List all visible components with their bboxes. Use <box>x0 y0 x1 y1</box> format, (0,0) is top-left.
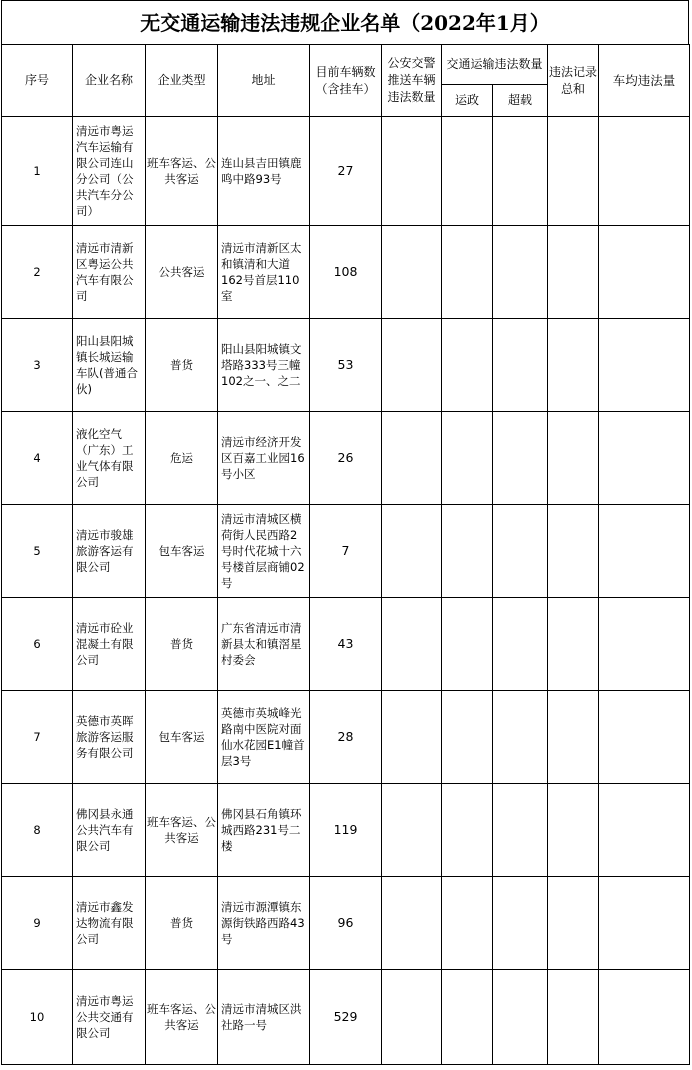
header-police: 公安交警推送车辆违法数量 <box>382 45 442 117</box>
cell-transport-sub1 <box>442 117 493 226</box>
cell-index: 7 <box>2 691 73 784</box>
cell-police <box>382 412 442 505</box>
cell-police <box>382 598 442 691</box>
cell-index: 10 <box>2 970 73 1065</box>
header-type: 企业类型 <box>146 45 218 117</box>
cell-type: 普货 <box>146 598 218 691</box>
cell-avg <box>599 319 690 412</box>
cell-vehicles: 53 <box>310 319 382 412</box>
cell-avg <box>599 598 690 691</box>
cell-name: 清远市砼业混凝土有限公司 <box>73 598 146 691</box>
cell-index: 2 <box>2 226 73 319</box>
page-title: 无交通运输违法违规企业名单（2022年1月） <box>1 0 689 44</box>
cell-index: 6 <box>2 598 73 691</box>
cell-police <box>382 319 442 412</box>
cell-name: 阳山县阳城镇长城运输车队(普通合伙) <box>73 319 146 412</box>
cell-transport-sub2 <box>493 598 548 691</box>
cell-type: 包车客运 <box>146 691 218 784</box>
cell-type: 班车客运、公共客运 <box>146 784 218 877</box>
cell-address: 清远市经济开发区百嘉工业园16号小区 <box>218 412 310 505</box>
cell-vehicles: 28 <box>310 691 382 784</box>
cell-vehicles: 529 <box>310 970 382 1065</box>
enterprise-table <box>1 44 690 1065</box>
table-row <box>2 117 690 226</box>
cell-transport-sub1 <box>442 877 493 970</box>
cell-index: 8 <box>2 784 73 877</box>
cell-transport-sub2 <box>493 117 548 226</box>
cell-transport-sub1 <box>442 412 493 505</box>
cell-address: 广东省清远市清新县太和镇滘星村委会 <box>218 598 310 691</box>
cell-total <box>548 412 599 505</box>
cell-transport-sub1 <box>442 970 493 1065</box>
cell-address: 清远市清新区太和镇清和大道162号首层110室 <box>218 226 310 319</box>
cell-avg <box>599 877 690 970</box>
header-address: 地址 <box>218 45 310 117</box>
cell-vehicles: 108 <box>310 226 382 319</box>
cell-total <box>548 877 599 970</box>
cell-transport-sub2 <box>493 970 548 1065</box>
cell-vehicles: 7 <box>310 505 382 598</box>
table-row <box>2 412 690 505</box>
cell-name: 清远市粤运汽车运输有限公司连山分公司（公共汽车分公司） <box>73 117 146 226</box>
cell-police <box>382 691 442 784</box>
cell-transport-sub1 <box>442 319 493 412</box>
cell-vehicles: 43 <box>310 598 382 691</box>
cell-name: 清远市鑫发达物流有限公司 <box>73 877 146 970</box>
cell-avg <box>599 505 690 598</box>
cell-vehicles: 27 <box>310 117 382 226</box>
cell-avg <box>599 117 690 226</box>
header-transport-sub2: 超载 <box>493 85 548 117</box>
cell-type: 班车客运、公共客运 <box>146 117 218 226</box>
cell-address: 佛冈县石角镇环城西路231号二楼 <box>218 784 310 877</box>
cell-address: 清远市源潭镇东源街铁路西路43号 <box>218 877 310 970</box>
cell-type: 普货 <box>146 319 218 412</box>
cell-total <box>548 319 599 412</box>
header-vehicles: 目前车辆数（含挂车） <box>310 45 382 117</box>
header-row <box>2 45 690 85</box>
cell-vehicles: 96 <box>310 877 382 970</box>
cell-transport-sub2 <box>493 505 548 598</box>
header-total: 违法记录总和 <box>548 45 599 117</box>
cell-total <box>548 598 599 691</box>
cell-total <box>548 970 599 1065</box>
cell-index: 5 <box>2 505 73 598</box>
cell-police <box>382 970 442 1065</box>
cell-transport-sub2 <box>493 226 548 319</box>
header-name: 企业名称 <box>73 45 146 117</box>
table-row <box>2 691 690 784</box>
header-index: 序号 <box>2 45 73 117</box>
cell-name: 清远市清新区粤运公共汽车有限公司 <box>73 226 146 319</box>
cell-address: 英德市英城峰光路南中医院对面仙水花园E1幢首层3号 <box>218 691 310 784</box>
cell-total <box>548 226 599 319</box>
cell-type: 危运 <box>146 412 218 505</box>
cell-name: 英德市英晖旅游客运服务有限公司 <box>73 691 146 784</box>
cell-transport-sub1 <box>442 691 493 784</box>
cell-address: 连山县吉田镇鹿鸣中路93号 <box>218 117 310 226</box>
cell-type: 普货 <box>146 877 218 970</box>
document-sheet <box>1 0 689 1065</box>
cell-name: 清远市粤运公共交通有限公司 <box>73 970 146 1065</box>
cell-avg <box>599 412 690 505</box>
cell-index: 4 <box>2 412 73 505</box>
cell-type: 包车客运 <box>146 505 218 598</box>
table-row <box>2 970 690 1065</box>
cell-transport-sub2 <box>493 319 548 412</box>
cell-transport-sub1 <box>442 505 493 598</box>
table-body <box>2 117 690 1065</box>
cell-police <box>382 505 442 598</box>
cell-police <box>382 226 442 319</box>
cell-transport-sub2 <box>493 784 548 877</box>
cell-total <box>548 691 599 784</box>
cell-type: 班车客运、公共客运 <box>146 970 218 1065</box>
cell-index: 3 <box>2 319 73 412</box>
cell-name: 液化空气（广东）工业气体有限公司 <box>73 412 146 505</box>
cell-index: 9 <box>2 877 73 970</box>
cell-total <box>548 117 599 226</box>
cell-police <box>382 784 442 877</box>
table-row <box>2 505 690 598</box>
cell-transport-sub2 <box>493 412 548 505</box>
cell-name: 清远市骏雄旅游客运有限公司 <box>73 505 146 598</box>
cell-address: 阳山县阳城镇文塔路333号三幢102之一、之二 <box>218 319 310 412</box>
cell-avg <box>599 691 690 784</box>
cell-avg <box>599 226 690 319</box>
table-row <box>2 784 690 877</box>
header-transport: 交通运输违法数量 <box>442 45 548 85</box>
cell-avg <box>599 784 690 877</box>
cell-transport-sub1 <box>442 784 493 877</box>
cell-type: 公共客运 <box>146 226 218 319</box>
table-row <box>2 226 690 319</box>
cell-police <box>382 877 442 970</box>
table-row <box>2 319 690 412</box>
header-avg: 车均违法量 <box>599 45 690 117</box>
cell-address: 清远市清城区洪社路一号 <box>218 970 310 1065</box>
cell-index: 1 <box>2 117 73 226</box>
table-row <box>2 877 690 970</box>
cell-vehicles: 119 <box>310 784 382 877</box>
cell-total <box>548 505 599 598</box>
cell-address: 清远市清城区横荷街人民西路2号时代花城十六号楼首层商铺02号 <box>218 505 310 598</box>
cell-vehicles: 26 <box>310 412 382 505</box>
cell-transport-sub1 <box>442 226 493 319</box>
cell-avg <box>599 970 690 1065</box>
header-transport-sub1: 运政 <box>442 85 493 117</box>
table-row <box>2 598 690 691</box>
cell-transport-sub1 <box>442 598 493 691</box>
cell-transport-sub2 <box>493 691 548 784</box>
cell-transport-sub2 <box>493 877 548 970</box>
cell-police <box>382 117 442 226</box>
cell-name: 佛冈县永通公共汽车有限公司 <box>73 784 146 877</box>
cell-total <box>548 784 599 877</box>
